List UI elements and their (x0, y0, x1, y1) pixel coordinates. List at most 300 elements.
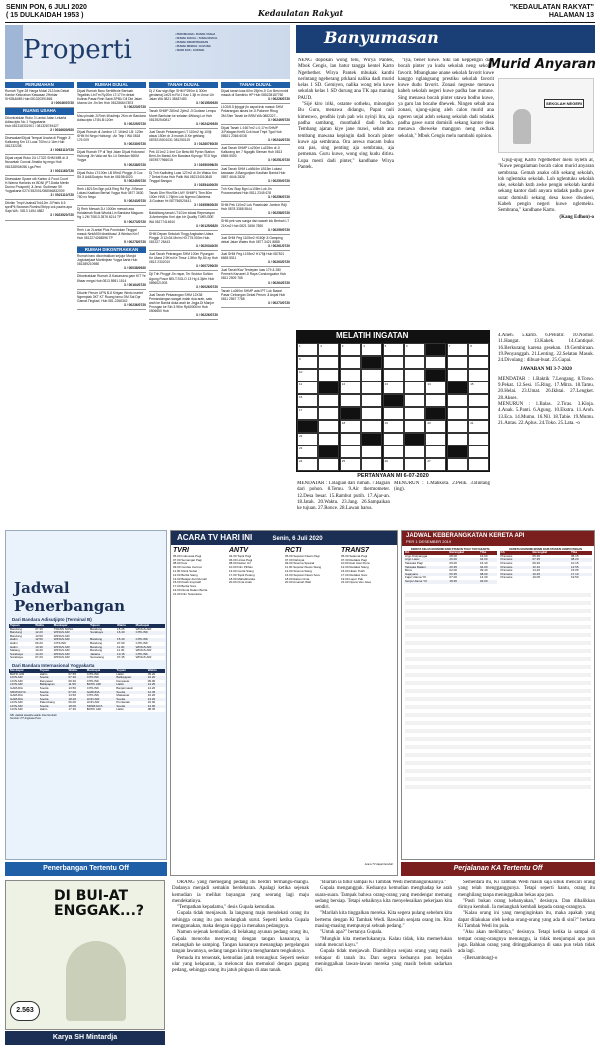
crossword-cell[interactable] (297, 445, 318, 458)
airline-footer (5, 862, 167, 876)
classified-ad (77, 170, 146, 186)
crossword-cell[interactable] (318, 407, 339, 420)
crossword-cell[interactable] (425, 394, 446, 407)
crossword-cell[interactable] (447, 394, 468, 407)
classified-ad (77, 273, 146, 289)
ad-code: 3 / 00261/0720 (268, 243, 290, 248)
table-cell: 12.55 (571, 564, 579, 569)
ad-text: SHM Depan Sekolah Tingg Angkatan Udara Pinggir Jl 12x34 Mn/m H3.775.000m Hub 081327 28443 (149, 231, 214, 244)
crossword-cell[interactable] (297, 369, 318, 382)
crossword-cell[interactable] (361, 381, 382, 394)
ad-text: Tanah Dlm Rhn/Sle LMY SHMP1 Tbm 80m 100m HNS 1.76jt/m Lok Ngemo Dikelema Jl.Godean Hr.087756520441 (149, 190, 213, 204)
table-cell: 11.30 (117, 644, 125, 649)
ad-code: 3 / 00250/0720 (268, 178, 290, 183)
table-cell: GARUDA (86, 689, 100, 694)
clue-number: 4 (363, 344, 365, 348)
kid-figure (513, 109, 531, 144)
crossword-cell[interactable] (340, 458, 361, 471)
serial-story (172, 880, 595, 1045)
table-cell: Soetta (39, 689, 49, 694)
clue-number: 9 (299, 356, 301, 361)
properti-menu: • PERUMAHAN • RUANG USAHA • RUMAH DIJUAL • TANAH DIJUAL • RUMAH DIKONTRAKKAN • RUMAH MEWAH • KAVLING • SEWA KOS • GUDANG (175, 33, 218, 52)
crossword-cell[interactable] (468, 445, 489, 458)
table-cell: 09.30 (532, 560, 540, 565)
cartoon-illustration (498, 78, 594, 153)
table-cell: CITILINK (86, 671, 100, 676)
banyumasan-col2 (398, 58, 494, 328)
category-heading: RUANG USAHA (5, 108, 74, 114)
crossword-block (425, 343, 446, 356)
program-listing: 06.00 Lintas Pagi (229, 557, 253, 562)
classified-ad (5, 88, 74, 108)
crossword-cell[interactable] (404, 343, 425, 356)
crossword-cell[interactable] (297, 343, 318, 356)
table-cell: 15.25 (117, 626, 125, 631)
train-table-lempuyangan (500, 551, 593, 580)
clue-number: 15 (470, 382, 474, 387)
table-cell: 09.00 (147, 678, 156, 683)
table-cell: 11.50 (68, 682, 76, 687)
station-heading-lempuyangan: KERETA EKONOMI BISNIS DARI STASIUN LEMPUYANGAN (509, 548, 583, 551)
tv-title-bar (171, 531, 397, 545)
question-text-2 (394, 481, 490, 526)
crossword-cell[interactable] (468, 433, 489, 446)
program-listing: 12.00 Redaksi Siang (341, 565, 369, 570)
crossword-cell[interactable] (340, 369, 361, 382)
clue-number: 24 (299, 459, 303, 464)
ad-text: Dijual Rumah di Jombor LT: 164m2 LB: 120m SHM Ihl Nego Hubungi : Air Telp / WA 0818 176 009 (77, 129, 144, 143)
train-panel (401, 530, 595, 860)
classified-ad (221, 145, 290, 165)
story-paragraph: "Pasti bukan orang kebanyakan," desisnya. Dan dibalikkan dirinya kembali. Ia melangkah kembali kepada orang-orangnya. (458, 898, 595, 911)
ad-code: 3 / 00273/0720 (268, 300, 290, 305)
story-paragraph: "Mungkin kita memerlukannya. Kalau tidak, kita memerlukan untuk mencari kayu." (315, 936, 452, 948)
crossword-cell[interactable] (447, 407, 468, 420)
table-cell: Bandung (90, 648, 103, 653)
ad-code: 5 / 00230/0720 (124, 142, 146, 147)
crossword-cell[interactable] (468, 381, 489, 394)
program-listing: 11.00 Seputar iNews Siang (285, 565, 322, 570)
table-cell: Senja Utama YK (405, 578, 428, 583)
clue-number: 27 (427, 459, 431, 464)
ad-text: Dijual cepat Ruko 2Lt LT322 SHM IMB di Jl Nusantah Concat Jimatia hg nego Hub 081328904056 Lga Peni (5, 156, 69, 169)
crossword-cell[interactable] (383, 433, 404, 446)
crossword-cell[interactable] (383, 458, 404, 471)
crossword-cell[interactable] (297, 407, 318, 420)
classified-ad (221, 218, 290, 234)
crossword-grid (296, 342, 490, 472)
crossword-cell[interactable] (340, 420, 361, 433)
crossword-cell[interactable] (318, 369, 339, 382)
house-illustration (5, 25, 23, 79)
clue-number: 13 (384, 382, 388, 387)
program-listing: 17.00 Topik Petang (229, 572, 255, 577)
table-cell: Makassar (116, 693, 130, 698)
program-listing: 19.00 Lapor Pak (341, 576, 364, 581)
ad-code: 3 / 00258/0720 (268, 211, 290, 216)
classified-ad (5, 155, 74, 175)
table-cell: Prameks (500, 568, 513, 573)
table-cell: Prameks (500, 557, 513, 562)
table-cell: SRIWIJAYA (10, 689, 26, 694)
tv-panel (170, 530, 398, 876)
table-cell: Surabaya (90, 630, 103, 635)
program-listing: 08.00 Dokter Oz (229, 561, 251, 566)
crossword-cell[interactable] (361, 369, 382, 382)
table-cell: 10.15 (117, 651, 125, 656)
table-cell: Jakarta (90, 651, 100, 656)
classified-ad (149, 231, 218, 251)
crossword-cell[interactable] (468, 407, 489, 420)
table-cell: Argo Lawu (405, 557, 420, 562)
crossword-cell[interactable] (468, 394, 489, 407)
crossword-cell[interactable] (361, 445, 382, 458)
crossword-cell[interactable] (383, 356, 404, 369)
table-cell: BATIK AIR (86, 682, 101, 687)
classified-ad (5, 200, 74, 220)
table-cell: WINGS AIR (135, 655, 152, 660)
channel-logo: TVRI (173, 547, 189, 554)
table-cell: BATIK AIR (10, 671, 25, 676)
train-footer (401, 862, 595, 876)
question-menurun: MENURUN : 1.Mahkota. 2.Pelik. 3.Bintang (ing). (394, 481, 490, 493)
answer-column (498, 333, 594, 523)
crossword-cell[interactable] (361, 343, 382, 356)
story-column (315, 880, 452, 1045)
story-column (172, 880, 309, 1045)
crossword-cell[interactable] (447, 369, 468, 382)
crossword-block (447, 381, 468, 394)
airline-source: Sumber: PT Angkasa Pura (10, 717, 41, 721)
table-cell: Balikpapan (116, 675, 132, 680)
story-paragraph: "Marilah kita tinggalkan mereka. Kita segera pulang sebelum kita bertemu dengan Ki Tambak Wedi. Bawalah senjata orang itu. Kita masing-masing mempunyai sebuah pedang." (315, 911, 452, 930)
clue-number: 17 (299, 408, 303, 412)
table-cell: GARUDA (10, 693, 23, 698)
crossword-cell[interactable] (318, 458, 339, 471)
airline-panel (5, 530, 167, 860)
ad-code: 5 / 00225/0720 (124, 121, 146, 126)
table-cell: LION AIR (10, 675, 23, 680)
crossword-cell[interactable] (425, 445, 446, 458)
classified-ad (149, 88, 218, 108)
program-listing: 17.00 Berita Sore (173, 584, 197, 589)
ad-code: 3 / 00164/0720 (124, 282, 146, 287)
train-title-bar (402, 531, 594, 546)
table-cell: TRANS NUSA (53, 626, 74, 631)
airline-subtitle-2: Dari Bandara Internasional Yogyakarta (12, 662, 95, 668)
crossword-cell[interactable] (383, 407, 404, 420)
crossword-cell[interactable] (468, 356, 489, 369)
table-cell: 08.00 (449, 553, 457, 558)
classified-ad (221, 251, 290, 267)
crossword-cell[interactable] (297, 381, 318, 394)
clue-number: 19 (384, 420, 388, 425)
program-listing: 04.30 Topik Pagi (229, 553, 252, 558)
table-cell: 00.35 (449, 571, 457, 576)
program-listing: 19.00 Dunia Dalam Berita (173, 587, 208, 592)
program-listing: 13.00 Cerita Siang (229, 568, 254, 573)
crossword-cell[interactable] (340, 394, 361, 407)
table-cell: WINGS AIR (53, 655, 70, 660)
crossword-cell[interactable] (361, 394, 382, 407)
column-header: Berangkat (531, 551, 570, 555)
crossword-cell[interactable] (404, 458, 425, 471)
banyumasan-banner (296, 25, 595, 53)
crossword-cell[interactable] (404, 394, 425, 407)
properti-column (5, 82, 74, 522)
program-listing: 05.00 Seputar iNews Pagi (285, 553, 320, 558)
clue-number: 6 (406, 344, 408, 348)
classified-ad (149, 190, 218, 210)
ad-text: Dj Rmh Mewah 2Lt 1000m mewah asa Holalamah Buat Wisdul.Lin Bandara Maguwo Hg 1.2M T0813 2876 6214 TP (77, 207, 144, 220)
school-sign: SEKOLAH NEGERI (546, 101, 583, 106)
crossword-cell[interactable] (447, 343, 468, 356)
ad-text: Jual Tanah Pekrangan SHM 100m Piyungan Ke Utara 2.9Km.Ke Timur 1.5Km Rp.80.xy Hub 0813 2332010 (149, 252, 218, 265)
ad-text: Dikrtkn Tmpt Usaha&Tnk12m Jl Paris 6.5 sprdP6 Swraran Rumhu/Stripp cck paahs apa Saja WA : 0813 1454 4882 (5, 201, 72, 214)
table-cell: 13.20 (147, 696, 156, 701)
table-cell: Prameks (500, 575, 513, 580)
column-header: Waktu (34, 624, 53, 628)
table-cell: Denpasar (39, 678, 53, 683)
column-header: Tujuan (39, 669, 68, 673)
table-cell: 07.30 (68, 675, 76, 680)
table-cell: LION AIR (86, 700, 100, 705)
table-cell: Prameks (500, 560, 513, 565)
program-listing: 21.00 Film Nusantara (173, 591, 202, 596)
program-listing: 17.00 Redaksi Sore (341, 572, 368, 577)
table-cell: 15.40 (117, 637, 125, 642)
properti-title: Properti (23, 35, 132, 65)
answer-intro: 4.Aneh. 5.karib. 6.Pelintir. 10.Nomor. 11.Hangat. 13.Kakek. 14.Cantiqué. 16.Berkurang karena gesekan. 19.Gembiraan. 19.Penyanggah. 21.Lenting. 22.Selatan Masuk. 24.Divulang : dibuat-buat. 25.Gapai. (498, 333, 594, 364)
table-cell: WINGS AIR (53, 644, 70, 649)
table-cell: Gajayana (405, 571, 418, 576)
crossword-title: MELATIH INGATAN (336, 331, 409, 340)
table-cell: Halim (10, 640, 18, 645)
table-cell: 08.20 (571, 557, 579, 562)
table-cell: Halim (116, 671, 125, 676)
crossword-cell[interactable] (425, 458, 446, 471)
clue-number: 26 (384, 459, 388, 464)
crossword-cell[interactable] (404, 407, 425, 420)
table-cell: 07.00 (449, 575, 457, 580)
clue-number: 10 (299, 369, 303, 374)
crossword-cell[interactable] (468, 343, 489, 356)
category-heading: PERUMAHAN (5, 82, 74, 88)
answer-menurun: MENURUN : 1.Balas. 2.Tiras. 3.Kloja. 4.Anak. 5.Panti. 6.Agung. 10.Ekstra. 11.Aroh. 13.Eca. 14.Mumu. 16.Nil. 18.Tabie. 19.Mumu. 21.Antas. 22.Aplus. 24.Toko. 25.Lata. -o (498, 401, 594, 426)
table-cell: 16.00 (147, 700, 156, 705)
answer-title: JAWABAN MI 3-7-2020 (520, 367, 572, 373)
crossword-cell[interactable] (361, 458, 382, 471)
crossword-cell[interactable] (468, 420, 489, 433)
column-header: Maskapai (9, 669, 39, 673)
crossword-cell[interactable] (425, 356, 446, 369)
category-heading: RUMAH DIJUAL (77, 82, 146, 88)
table-cell: CITILINK (135, 630, 148, 635)
ad-text: Jual Tanah SHM Lu4664m LB15m Lokasi kawasan Jl.Bangunjiwo Kasihan Bantul Hub 0857 4646 2828 (221, 166, 286, 179)
category-heading: TANAH DIJUAL (221, 82, 290, 88)
program-listing: 18.00 Ikatan Cinta (285, 576, 310, 581)
paragraph: Ujug-ujug Karto Ngethether melu nyleth at, "Kuwe pengalaman bocah calon murid anyaran sembrana. Gemah anaku olih sekang sekolah, loh nglentuku sekolah. Loh nglentuku sekolah uke, sekolah kuth awke pengin sekolah kanthi sekang kantor dadi anyara ndadak padha gawe surat domisili sekang desa kuwe diwalesi, Kabeh pengin negeri kuwe nglemeku. Sembrana," kandhane Karto. (498, 158, 594, 214)
table-cell: WINGS AIR (135, 626, 152, 631)
table-cell: LION AIR (10, 707, 23, 712)
station-heading-tugu: KERETA KELAS EKONOMI DARI STASIUN TUGU YOGYAKARTA (410, 548, 490, 551)
crossword-cell[interactable] (318, 433, 339, 446)
table-cell: 14.25 (147, 682, 156, 687)
table-cell: Denpasar (116, 678, 130, 683)
ad-text: Jual SHM Peg 1105m2 H160jt Jl Gamping dekat Jalan Wates Hub 0877 3421 8888 (221, 235, 283, 244)
crossword-cell[interactable] (318, 356, 339, 369)
crossword-cell[interactable] (447, 420, 468, 433)
comic-footer-text: Karya SH Mintardja (52, 1034, 118, 1041)
table-cell: 18.20 (68, 696, 76, 701)
table-cell: 02.00 (480, 578, 488, 583)
table-cell: 02.00 (449, 568, 457, 573)
table-cell: 13.50 (68, 685, 76, 690)
ad-text: Disewakan/Dijual Tempat Usaha di Pinggir Jl Kaliurang Km 13 Luas 700m Lt 1km Hub 081232208 (5, 135, 71, 149)
table-cell: Bandung (90, 626, 103, 631)
crossword-cell[interactable] (447, 458, 468, 471)
clue-number: 7 (448, 344, 451, 348)
crossword-block (425, 369, 446, 382)
story-paragraph: "Tempatkan kepadamu," desis Gupala kemudian. (177, 905, 276, 911)
ad-code: 3 / 00256/0720 (268, 195, 290, 200)
crossword-cell[interactable] (297, 356, 318, 369)
crossword-cell[interactable] (404, 369, 425, 382)
crossword-cell[interactable] (404, 445, 425, 458)
train-table-tugu (404, 551, 497, 583)
table-cell: 20.00 (449, 557, 457, 562)
crossword-cell[interactable] (383, 420, 404, 433)
ad-code: 3 / 0021110/720 (50, 193, 74, 198)
table-cell: 16.25 (532, 571, 540, 576)
crossword-cell[interactable] (297, 433, 318, 446)
crossword-cell[interactable] (468, 369, 489, 382)
ad-text: Dijual tanah luas 60m 25jt/m Jl Cor Besi mobil masuk di Samkhio HP Hub 085228187760 (221, 89, 289, 98)
story-paragraph: ORANG yang memegang pedang itu berdiri termangu-mangu. Dadanya menjadi semakin berdebaran. Apalagi ketika sejenak kemudian ia melihat bayangan yang seorang lagi maju mendekatinya. (172, 880, 309, 904)
ad-code: 3 / 00263/0720 (268, 260, 290, 265)
table-cell: Pontianak (116, 700, 130, 705)
paragraph: "Iya, bener kuwe. Siki lan keppengin dadi bocah pinter ya kudu sekolah neng sekolah favorit. Mbangkane anane sekolah favorit kuwe kanggo nglangsung prestiku sekolah favorit kuwe dudu favorit. Zonasi negesne menawa kabeh sekolah negeri kuwe padha bae mutune. Sing menawa bocah pinter utawa bodho kuwe, ya garu lan bocahe dhewek. Ningen sebab ana zonasi, ujung-ujung aleh calon murid ana ngeren unjal adoh sekang sekolah dadi ndadak padha gawe surat domisili sekang kantor desa menawa dheweke manggon neng cedhak sekolah," Mbok Cengis melu nambahi opinion. (398, 58, 494, 139)
table-cell: CITILINK (53, 640, 67, 645)
crossword-cell[interactable] (361, 420, 382, 433)
table-cell: 10.20 (147, 693, 156, 698)
table-cell: 18.30 (449, 578, 457, 583)
comic-number: 2.563 (16, 1007, 34, 1014)
crossword-cell[interactable] (425, 420, 446, 433)
table-cell: LION AIR (10, 703, 23, 708)
crossword-cell[interactable] (340, 381, 361, 394)
airline-note: NB. Jadwal sewaktu-waktu bisa berubah (10, 714, 57, 718)
table-cell: Surabaya (10, 651, 23, 656)
paragraph: NENG dopokan wong telu, Wirya Pantek, Mbok Cengis, lan batur tangga kentel Karto Ngethether. Wirya Pantek mbukak kanthi nerintang ngeberang prkhani nalika dadi murid kelas 1 SD. Gemiyen, nalika wong telu kuwe sekolah kelas 1 SD durung ana TK apa maning PAUD. (298, 58, 394, 101)
table-cell: BATIK AIR (86, 707, 101, 712)
story-paragraph: Namun sejenak kemudian, di belakang ayunan pedang orang itu, Gupala mencoba menyerang dengan tangan kanannya, ia melangkah ke samping. Tangan kanannya menangkap pergelangan tangan lawannya, sedang tangan kirinya menghantam tengkuknya. (172, 930, 309, 955)
airline-subtitle-1: Dari Bandara Adisutjipto (Terminal B) (12, 617, 92, 622)
classified-ad (5, 115, 74, 135)
crossword-cell[interactable] (447, 433, 468, 446)
ad-text: Mau pindah.Jl.Rmh 4Kadimjo 2Km ctr Bandara Adisucipto LT:8/LB:120m (77, 113, 146, 122)
crossword-cell[interactable] (340, 445, 361, 458)
crossword-cell[interactable] (404, 381, 425, 394)
ad-code: 3 / 00226/0720 (196, 313, 218, 318)
table-cell: 14.20 (147, 685, 156, 690)
classified-ad (77, 290, 146, 310)
crossword-cell[interactable] (383, 381, 404, 394)
ad-text: SHM Pek 110m2 Lok Pasekolah Jombor Rdji Hub 0878 3388 5544 (221, 203, 287, 212)
crossword-cell[interactable] (383, 445, 404, 458)
classified-ad (149, 149, 218, 169)
crossword-cell[interactable] (404, 356, 425, 369)
paragraph: "Sijé kiro iriki, ostame sotheku, minongko Bu Guru, menawa didangu, Papat nuli kimenwo, gendhis iyah pah wis nyinji lira, aja padha sambang, munthakil dadi bodho. Tembang ajaran kiye jane mawi, sebab ana tembang mawana kepingin dadi bocah pinter kuwe aja sembrana. Ora arewa macam buku ora pas, sing penting aja sembrana, aja pemenan. Guru kuwe, wong sing kudu ditiru. Lupa mesti dadi pinter," kandhane Wirya Pantek. (298, 102, 394, 171)
ad-text: Jual SHM Peg L193m2 H175jt Hub 087821 6665 5511 (221, 252, 285, 261)
crossword-cell[interactable] (404, 420, 425, 433)
table-cell: WINGS AIR (53, 633, 70, 638)
crossword-cell[interactable] (340, 343, 361, 356)
crossword-cell[interactable] (318, 394, 339, 407)
table-cell: 06.20 (35, 640, 43, 645)
classified-ad (149, 210, 218, 230)
crossword-block (447, 445, 468, 458)
ad-code: 3 / 00026/0720 (196, 284, 218, 289)
table-cell: 07.35 (532, 557, 540, 562)
table-cell: Prameks (500, 553, 513, 558)
crossword-cell[interactable] (340, 433, 361, 446)
banyumasan-col3 (498, 158, 594, 326)
column-header: KA (404, 551, 448, 555)
table-cell: LION AIR (10, 682, 23, 687)
ad-code: 3 / 00259/0720 (268, 227, 290, 232)
crossword-cell[interactable] (383, 369, 404, 382)
column-header: KA (500, 551, 532, 555)
crossword-cell[interactable] (297, 458, 318, 471)
crossword-cell[interactable] (318, 343, 339, 356)
ad-code: 3 / 00125/0820 (196, 223, 218, 228)
story-paragraph: Gupala tidak menjawab. Ia langsung maju mendekati orang itu sehingga orang itu pun melangkah surut. Seperti ketika Gupala menggunakan, maka dengan sigap ia menahan pedangnya. (172, 911, 309, 930)
crossword-cell[interactable] (361, 407, 382, 420)
ad-text: L102/6.5 jt/pggir jln aspal.truk masuk SHM Pekarangan akses ke Jl.Palonne Rbug 3M.Shm Tanah ke BRM WA 0882327... (221, 105, 283, 118)
program-listing: 20.00 Amanah Wali (285, 580, 311, 585)
ad-code: 5 / 00243/0720 (124, 199, 146, 204)
clue-number: 12 (341, 382, 346, 387)
tv-channel-column (173, 547, 227, 861)
clue-number: 23 (299, 446, 303, 451)
page-number: HALAMAN 13 (548, 12, 594, 19)
crossword-cell[interactable] (297, 394, 318, 407)
crossword-block (383, 394, 404, 407)
table-cell: WINGS AIR (53, 651, 70, 656)
crossword-cell[interactable] (340, 356, 361, 369)
crossword-cell[interactable] (468, 458, 489, 471)
table-cell: Balikpapan (39, 682, 55, 687)
table-cell: Soetta (116, 703, 126, 708)
crossword-cell[interactable] (447, 356, 468, 369)
table-cell: LION AIR (10, 678, 23, 683)
crossword-block (425, 407, 446, 420)
table-cell: 04.00 (480, 564, 488, 569)
crossword-cell[interactable] (425, 433, 446, 446)
ad-text: SHM pek vws sunga dan sawah lok Berbah LT 21Km2 Hub 0821 3456 7890 (221, 219, 290, 228)
table-cell: 13.50 (35, 633, 43, 638)
issue-date (6, 4, 87, 20)
ad-code: 3 / 00226/0720 (268, 97, 290, 102)
crossword-cell[interactable] (383, 343, 404, 356)
crossword-cell[interactable] (425, 381, 446, 394)
category-heading: TANAH DIJUAL (149, 82, 218, 88)
ad-text: Dikontrakkan Ruko 3 Lantai Jalan Lekarta Adisucipto No 1 Yogyakarta Hub:081318331901 / 081328749427 (5, 115, 67, 128)
story-paragraph: Gupala tidak menjawab. Diambilnya senjata orang yang masih terkapar di tanah itu. Dan segera keduanya pun berjalan meninggalkan lawan-lawan mereka yang masih belum sadarkan diri. (315, 949, 452, 974)
crossword-cell[interactable] (318, 420, 339, 433)
classified-ad (221, 125, 290, 145)
